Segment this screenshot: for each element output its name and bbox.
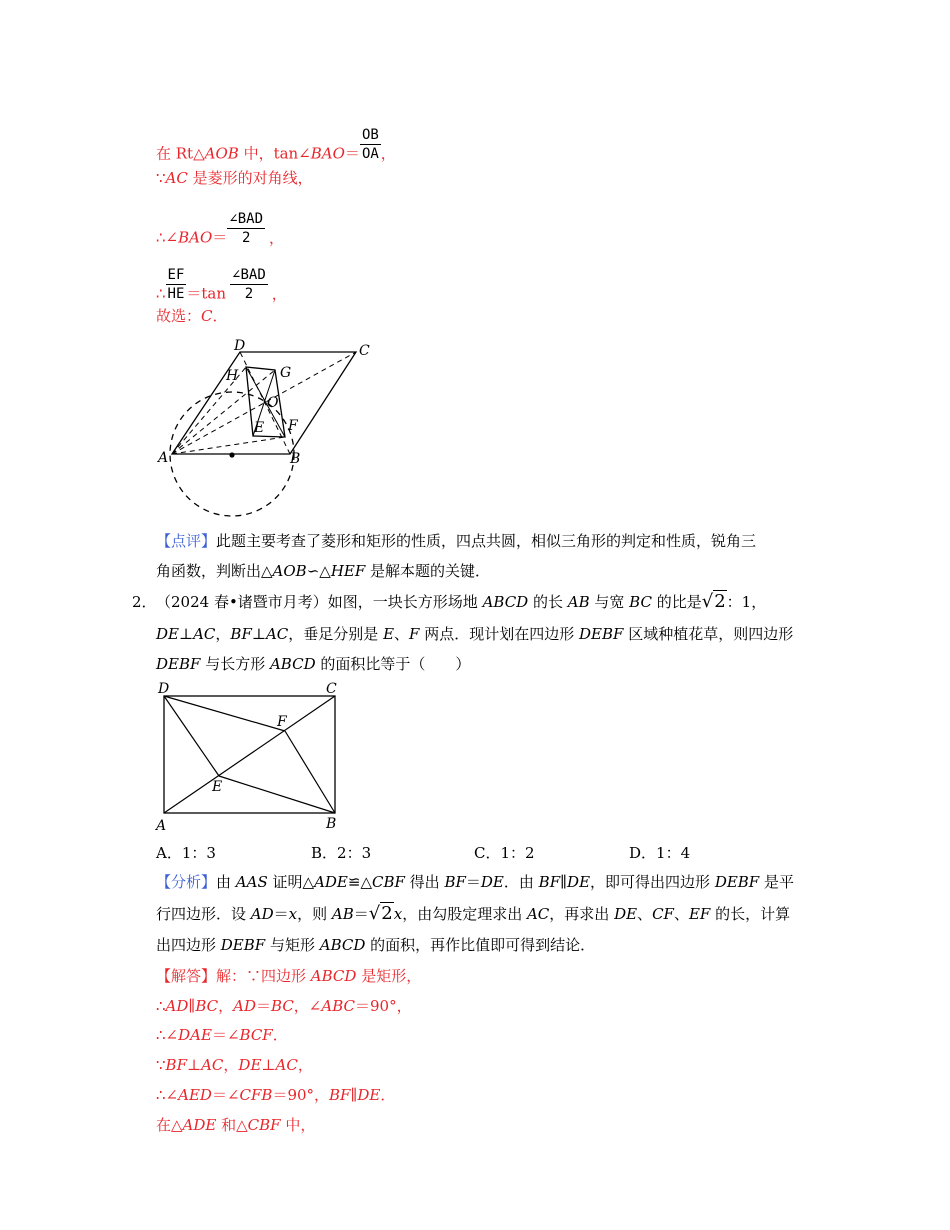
sqrt-2: √2 xyxy=(701,591,726,612)
sol1-line-4: ∴ $\frac{EF}{HE}$ ＝tan $\frac{\text{∠BAD}}{2}$ ， xyxy=(156,267,287,303)
label-a: A xyxy=(156,818,167,830)
center-dot xyxy=(229,452,234,457)
analysis-line-1: 【分析】由 AAS 证明△ADE≌△CBF 得出 BF＝DE．由 BF∥DE，即可得出四边形 DEBF 是平 xyxy=(156,873,795,891)
sol1-line-5: 故选：C． xyxy=(156,307,228,325)
label-b: B xyxy=(290,451,301,467)
label-d: D xyxy=(234,338,246,354)
answer-line-4: ∵BF⊥AC，DE⊥AC， xyxy=(156,1056,313,1074)
q2-line-3: DEBF 与长方形 ABCD 的面积比等于（ ） xyxy=(156,655,471,673)
label-a: A xyxy=(158,450,169,466)
label-d: D xyxy=(158,681,170,697)
option-c[interactable]: C．1：2 xyxy=(474,844,535,862)
line-eb xyxy=(219,776,335,813)
answer-line-1: 【解答】解：∵四边形 ABCD 是矩形， xyxy=(156,967,422,985)
review1-line-1: 【点评】此题主要考查了菱形和矩形的性质，四点共圆，相似三角形的判定和性质，锐角三 xyxy=(156,532,757,550)
label-f: F xyxy=(288,418,298,434)
label-e: E xyxy=(212,779,223,795)
option-a[interactable]: A．1：3 xyxy=(156,844,216,862)
label-b: B xyxy=(326,816,337,830)
analysis-line-2: 行四边形．设 AD＝x，则 AB＝√2x，由勾股定理求出 AC，再求出 DE、CF、EF 的长，计算 xyxy=(156,903,791,924)
figure-rectangle xyxy=(150,680,350,830)
sqrt-2-analysis: √2 xyxy=(368,903,393,924)
diagonal-ac xyxy=(164,696,335,813)
option-b[interactable]: B．2：3 xyxy=(311,844,372,862)
label-c: C xyxy=(326,681,337,697)
answer-line-6: 在△ADE 和△CBF 中， xyxy=(156,1116,316,1134)
fraction-bad-2-b: $\frac{\text{∠BAD}}{2}$ xyxy=(232,267,266,302)
line-df xyxy=(164,696,285,731)
answer-line-2: ∴AD∥BC，AD＝BC，∠ABC＝90°， xyxy=(156,997,412,1015)
q2-line-1: （2024 春•诸暨市月考）如图，一块长方形场地 ABCD 的长 AB 与宽 BC 的比是√2：1， xyxy=(156,591,767,612)
line-ag xyxy=(172,370,275,454)
label-h: H xyxy=(226,368,239,384)
sol1-line-2: ∵AC 是菱形的对角线， xyxy=(156,169,313,187)
fraction-bad-2: $\frac{\text{∠BAD}}{2}$ xyxy=(229,211,264,246)
label-c: C xyxy=(359,343,370,359)
label-f: F xyxy=(277,714,287,730)
label-g: G xyxy=(280,365,292,381)
sol1-line-3: ∴∠BAO＝ $\frac{\text{∠BAD}}{2}$ ， xyxy=(156,211,285,247)
q2-line-2: DE⊥AC，BF⊥AC，垂足分别是 E、F 两点．现计划在四边形 DEBF 区域种植花草，则四边形 xyxy=(156,625,794,643)
fraction-ef-he: $\frac{EF}{HE}$ xyxy=(167,267,185,302)
answer-line-3: ∴∠DAE＝∠BCF． xyxy=(156,1026,288,1044)
answer-line-5: ∴∠AED＝∠CFB＝90°，BF∥DE． xyxy=(156,1086,396,1104)
review1-line-2: 角函数，判断出△AOB∽△HEF 是解本题的关键． xyxy=(156,562,491,580)
figure-rhombus xyxy=(150,335,380,520)
analysis-line-3: 出四边形 DEBF 与矩形 ABCD 的面积，再作比值即可得到结论． xyxy=(156,936,596,954)
line-de xyxy=(164,696,219,776)
option-d[interactable]: D．1：4 xyxy=(629,844,691,862)
fraction-ob-oa: $\frac{OB}{OA}$ xyxy=(361,127,379,162)
label-o: O xyxy=(267,395,279,411)
line-bf xyxy=(285,731,335,813)
label-e: E xyxy=(254,420,265,436)
sol1-line-1: 在 Rt△AOB 中，tan∠BAO＝ $\frac{OB}{OA}$ ， xyxy=(156,127,396,163)
q2-number: 2． xyxy=(132,593,157,611)
